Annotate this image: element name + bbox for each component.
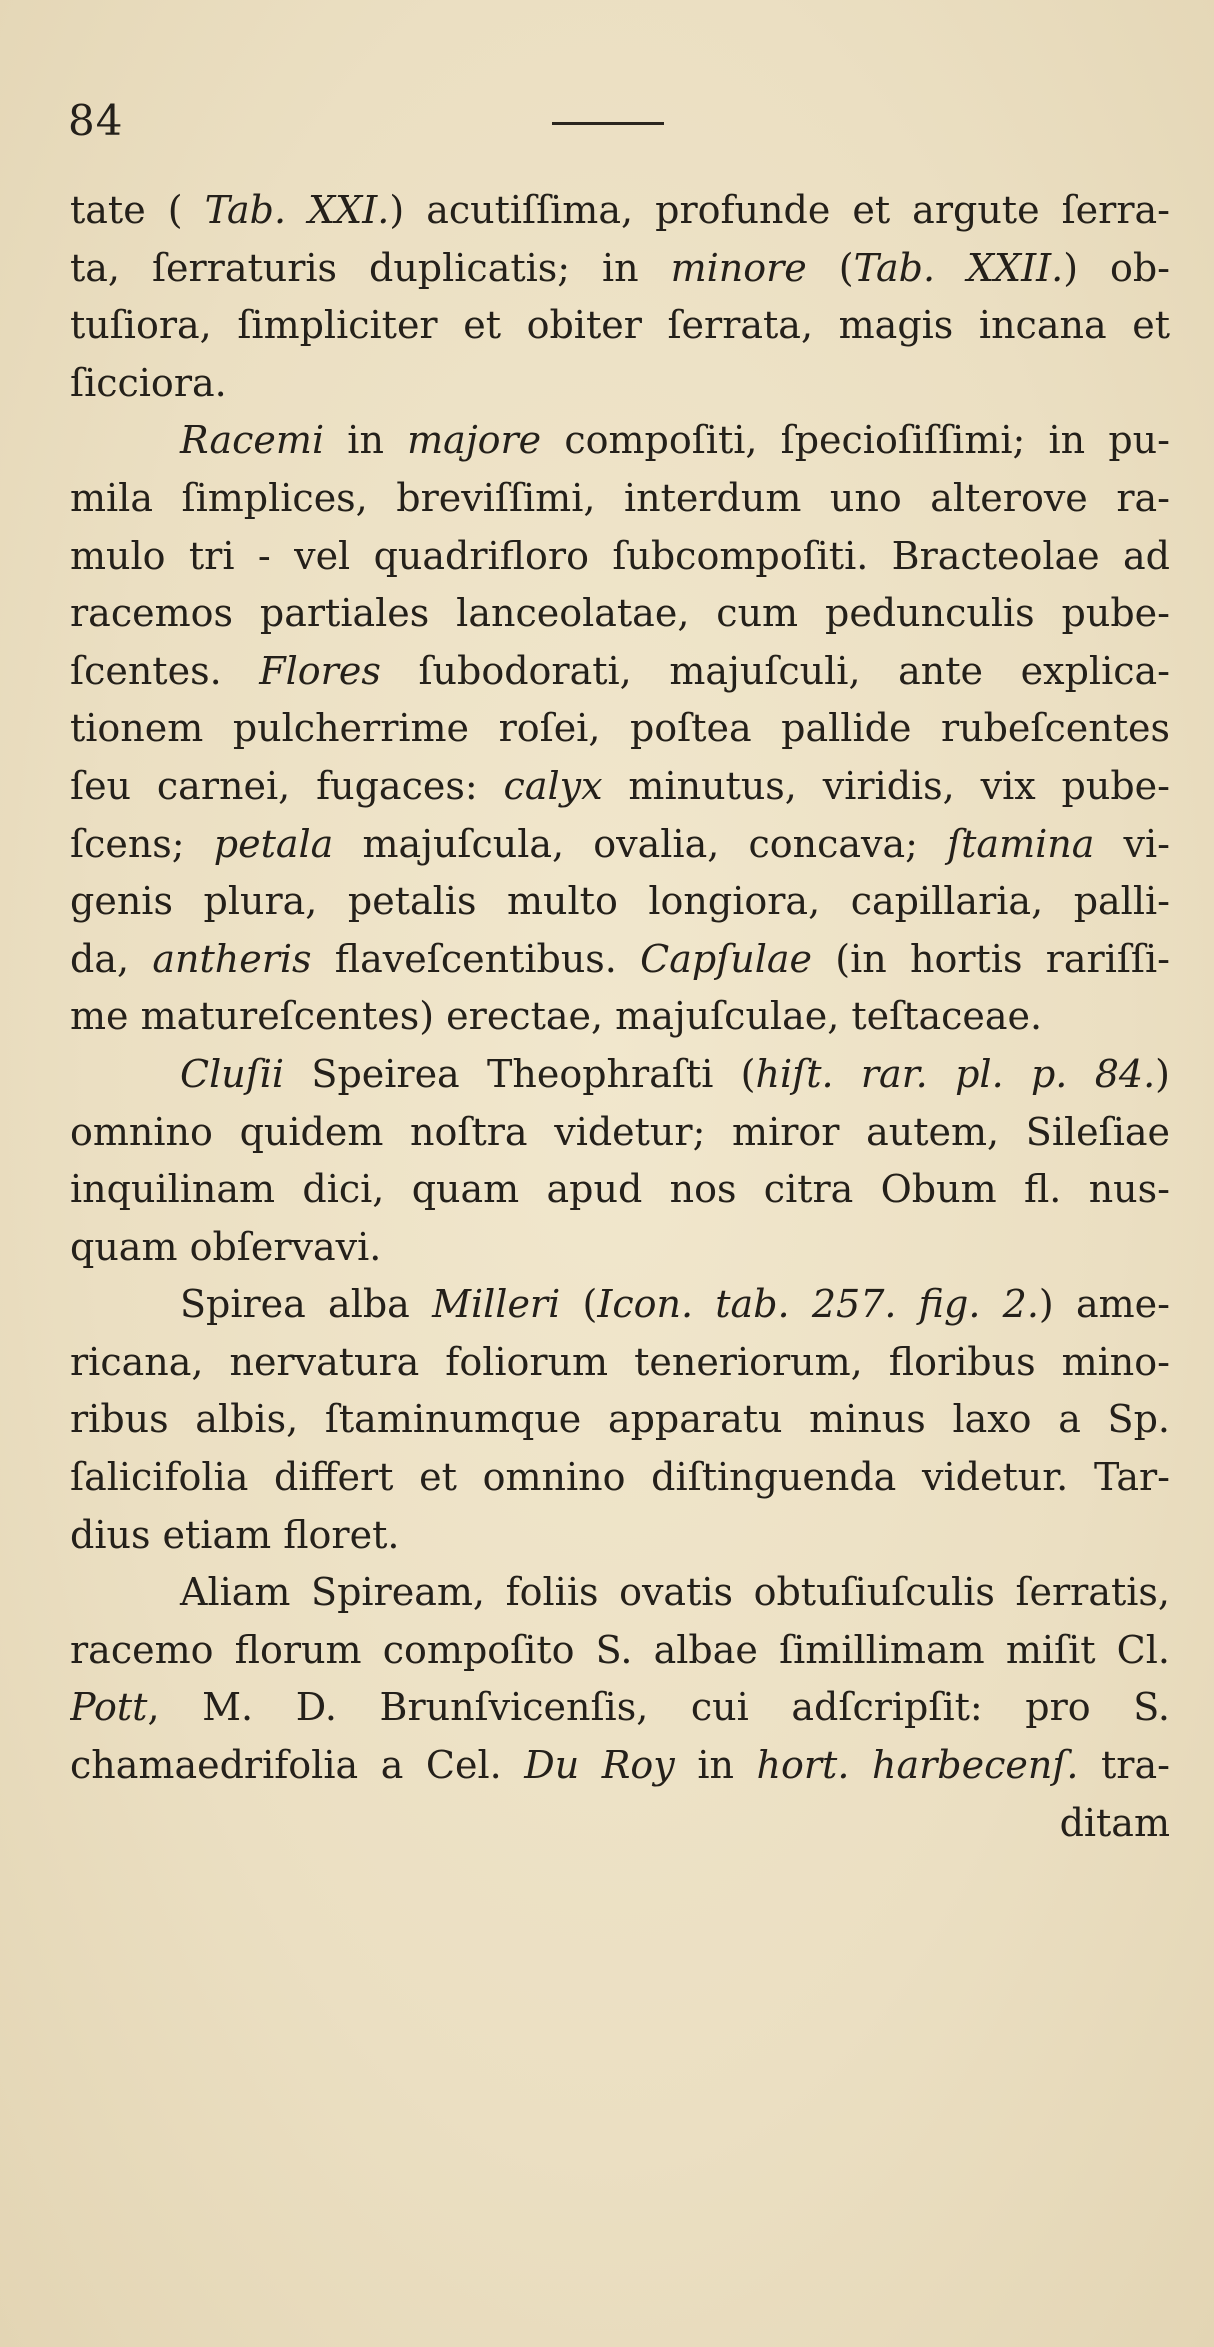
header-rule <box>552 122 664 125</box>
text-line <box>70 182 1170 240</box>
text-segment: tuſiora, ſimpliciter et obiter ſerrata, magis incana et <box>70 303 1170 348</box>
text-segment: , M. D. Brunſvicenſis, cui adſcripſit: pro S. <box>147 1685 1170 1730</box>
text-segment: ) <box>1155 1051 1170 1096</box>
text-segment: da, <box>70 936 153 981</box>
text-line <box>70 1046 1170 1104</box>
text-segment: ricana, nervatura foliorum teneriorum, floribus mino- <box>70 1339 1170 1384</box>
text-segment: ſubodorati, majuſculi, ante explica- <box>380 648 1170 693</box>
italic-text: hiſt. rar. pl. p. 84. <box>755 1051 1156 1096</box>
italic-text: Tab. XXII. <box>853 245 1064 290</box>
text-line <box>70 1507 1170 1565</box>
text-line <box>70 1334 1170 1392</box>
text-line <box>70 297 1170 355</box>
text-line <box>70 240 1170 298</box>
text-segment: ſcens; <box>70 821 214 866</box>
text-line <box>70 643 1170 701</box>
text-segment: omnino quidem noſtra videtur; miror autem, Sileſiae <box>70 1109 1170 1154</box>
text-segment: dius etiam floret. <box>70 1512 400 1557</box>
text-segment: tionem pulcherrime roſei, poſtea pallide rubeſcentes <box>70 706 1170 751</box>
italic-text: Racemi <box>180 418 325 463</box>
text-segment: tra- <box>1078 1743 1170 1788</box>
text-segment: racemos partiales lanceolatae, cum pedunculis pube- <box>70 591 1170 636</box>
text-segment: vi- <box>1094 821 1170 866</box>
text-segment: ſeu carnei, fugaces: <box>70 763 504 808</box>
text-segment: in <box>324 418 408 463</box>
italic-text: Cluſii <box>180 1051 285 1096</box>
text-segment: quam obſervavi. <box>70 1224 382 1269</box>
text-segment: ta, ſerraturis duplicatis; in <box>70 245 671 290</box>
italic-text: Capſulae <box>640 936 813 981</box>
italic-text: majore <box>407 418 542 463</box>
text-segment: flaveſcentibus. <box>311 936 641 981</box>
text-line <box>70 1161 1170 1219</box>
italic-text: Milleri <box>432 1282 561 1327</box>
text-segment: ( <box>806 245 854 290</box>
text-segment: chamaedrifolia a Cel. <box>70 1743 525 1788</box>
text-segment: ) ob- <box>1063 245 1170 290</box>
text-line <box>70 1276 1170 1334</box>
text-line <box>70 1622 1170 1680</box>
text-segment: ditam <box>1059 1800 1170 1845</box>
text-segment: Speirea Theophraſti ( <box>284 1051 756 1096</box>
italic-text: Pott <box>70 1685 148 1730</box>
text-segment: ſalicifolia differt et omnino diſtinguenda videtur. Tar- <box>70 1455 1170 1500</box>
text-segment: mila ſimplices, breviſſimi, interdum uno alterove ra- <box>70 475 1170 520</box>
page-number: 84 <box>68 96 124 145</box>
text-segment: (in hortis rariſſi- <box>812 936 1170 981</box>
italic-text: calyx <box>503 763 603 808</box>
text-segment: compoſiti, ſpecioſiſſimi; in pu- <box>541 418 1170 463</box>
italic-text: Du Roy <box>524 1743 675 1788</box>
text-line <box>70 700 1170 758</box>
text-segment: ( <box>560 1282 598 1327</box>
italic-text: Icon. tab. 257. fig. 2. <box>597 1282 1039 1327</box>
text-line <box>70 1679 1170 1737</box>
text-line <box>70 1104 1170 1162</box>
text-segment: minutus, viridis, vix pube- <box>602 763 1170 808</box>
text-segment: in <box>674 1743 757 1788</box>
text-line <box>70 585 1170 643</box>
text-line <box>70 1795 1170 1853</box>
text-line <box>70 1737 1170 1795</box>
italic-text: hort. harbecenſ. <box>756 1743 1079 1788</box>
text-line <box>70 470 1170 528</box>
text-line <box>70 1391 1170 1449</box>
text-line <box>70 355 1170 413</box>
text-line <box>70 988 1170 1046</box>
text-line <box>70 1219 1170 1277</box>
text-line <box>70 412 1170 470</box>
italic-text: petala <box>213 821 334 866</box>
text-segment: ) acutiſſima, profunde et argute ſerra- <box>389 188 1170 232</box>
italic-text: minore <box>670 245 807 290</box>
text-segment: racemo florum compoſito S. albae ſimillimam miſit Cl. <box>70 1627 1170 1672</box>
italic-text: Flores <box>259 648 381 693</box>
italic-text: Tab. XXI. <box>204 188 390 232</box>
italic-text: antheris <box>152 936 312 981</box>
text-segment: tate ( <box>70 188 205 232</box>
page-header <box>0 0 1214 160</box>
body-text <box>70 182 1170 1852</box>
text-line <box>70 931 1170 989</box>
text-line <box>70 758 1170 816</box>
italic-text: ſtamina <box>947 821 1095 866</box>
text-segment: ribus albis, ſtaminumque apparatu minus laxo a Sp. <box>70 1397 1170 1442</box>
text-segment: me matureſcentes) erectae, majuſculae, teſtaceae. <box>70 994 1043 1039</box>
text-line <box>70 1449 1170 1507</box>
text-segment: Aliam Spiream, foliis ovatis obtuſiuſculis ſerratis, <box>180 1570 1170 1615</box>
text-segment: inquilinam dici, quam apud nos citra Obum fl. nus- <box>70 1167 1170 1212</box>
text-segment: ) ame- <box>1038 1282 1170 1327</box>
text-segment: genis plura, petalis multo longiora, capillaria, palli- <box>70 879 1170 924</box>
text-segment: Spirea alba <box>180 1282 433 1327</box>
text-line <box>70 1564 1170 1622</box>
text-segment: ſicciora. <box>70 360 227 405</box>
text-segment: majuſcula, ovalia, concava; <box>333 821 948 866</box>
text-segment: ſcentes. <box>70 648 260 693</box>
text-line <box>70 816 1170 874</box>
text-line <box>70 528 1170 586</box>
text-segment: mulo tri - vel quadrifloro ſubcompoſiti. Bracteolae ad <box>70 533 1170 578</box>
text-line <box>70 873 1170 931</box>
